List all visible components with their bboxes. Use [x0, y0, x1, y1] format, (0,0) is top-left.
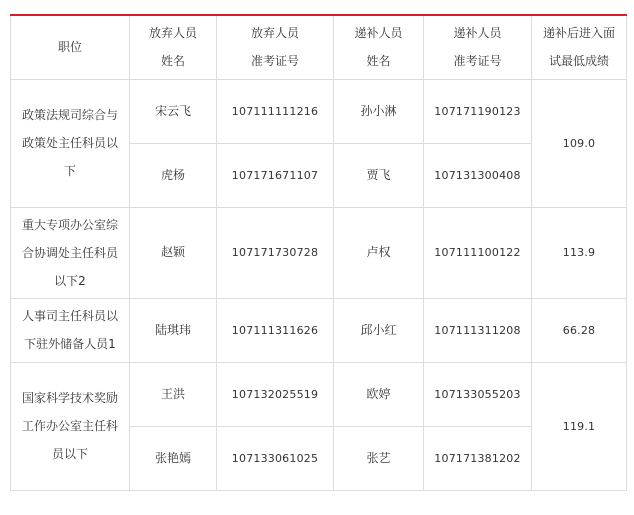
abandon-id-cell: 107133061025: [217, 426, 334, 490]
replace-name-cell: 孙小淋: [334, 79, 424, 143]
replace-name-cell: 邱小红: [334, 298, 424, 362]
table-row: [11, 362, 627, 426]
abandon-id-cell: 107111111216: [217, 79, 334, 143]
header-row: [11, 15, 627, 79]
table-row: [11, 79, 627, 143]
score-cell: 109.0: [532, 79, 627, 207]
replace-id-cell: 107131300408: [424, 143, 532, 207]
header-min-score: 递补后进入面 试最低成绩: [532, 15, 627, 79]
abandon-id-cell: 107111311626: [217, 298, 334, 362]
replace-name-cell: 欧婷: [334, 362, 424, 426]
abandon-id-cell: 107171730728: [217, 207, 334, 298]
header-abandon-name: 放弃人员 姓名: [130, 15, 217, 79]
replacement-table: [10, 14, 627, 491]
position-cell: 政策法规司综合与 政策处主任科员以 下: [11, 79, 130, 207]
replace-id-cell: 107171190123: [424, 79, 532, 143]
table-row: [11, 207, 627, 298]
abandon-name-cell: 张艳嫣: [130, 426, 217, 490]
header-position: 职位: [11, 15, 130, 79]
replace-id-cell: 107133055203: [424, 362, 532, 426]
position-cell: 重大专项办公室综 合协调处主任科员 以下2: [11, 207, 130, 298]
position-cell: 人事司主任科员以 下驻外储备人员1: [11, 298, 130, 362]
score-cell: 119.1: [532, 362, 627, 490]
abandon-name-cell: 赵颖: [130, 207, 217, 298]
score-cell: 66.28: [532, 298, 627, 362]
replace-id-cell: 107111100122: [424, 207, 532, 298]
table-container: [10, 14, 630, 491]
replace-name-cell: 贾飞: [334, 143, 424, 207]
replace-id-cell: 107111311208: [424, 298, 532, 362]
replace-name-cell: 卢权: [334, 207, 424, 298]
header-replace-name: 递补人员 姓名: [334, 15, 424, 79]
replace-id-cell: 107171381202: [424, 426, 532, 490]
table-row: [11, 298, 627, 362]
abandon-name-cell: 宋云飞: [130, 79, 217, 143]
position-cell: 国家科学技术奖励 工作办公室主任科 员以下: [11, 362, 130, 490]
abandon-id-cell: 107132025519: [217, 362, 334, 426]
header-abandon-id: 放弃人员 准考证号: [217, 15, 334, 79]
abandon-name-cell: 陆琪玮: [130, 298, 217, 362]
abandon-name-cell: 王洪: [130, 362, 217, 426]
abandon-id-cell: 107171671107: [217, 143, 334, 207]
header-replace-id: 递补人员 准考证号: [424, 15, 532, 79]
score-cell: 113.9: [532, 207, 627, 298]
replace-name-cell: 张艺: [334, 426, 424, 490]
abandon-name-cell: 虎杨: [130, 143, 217, 207]
